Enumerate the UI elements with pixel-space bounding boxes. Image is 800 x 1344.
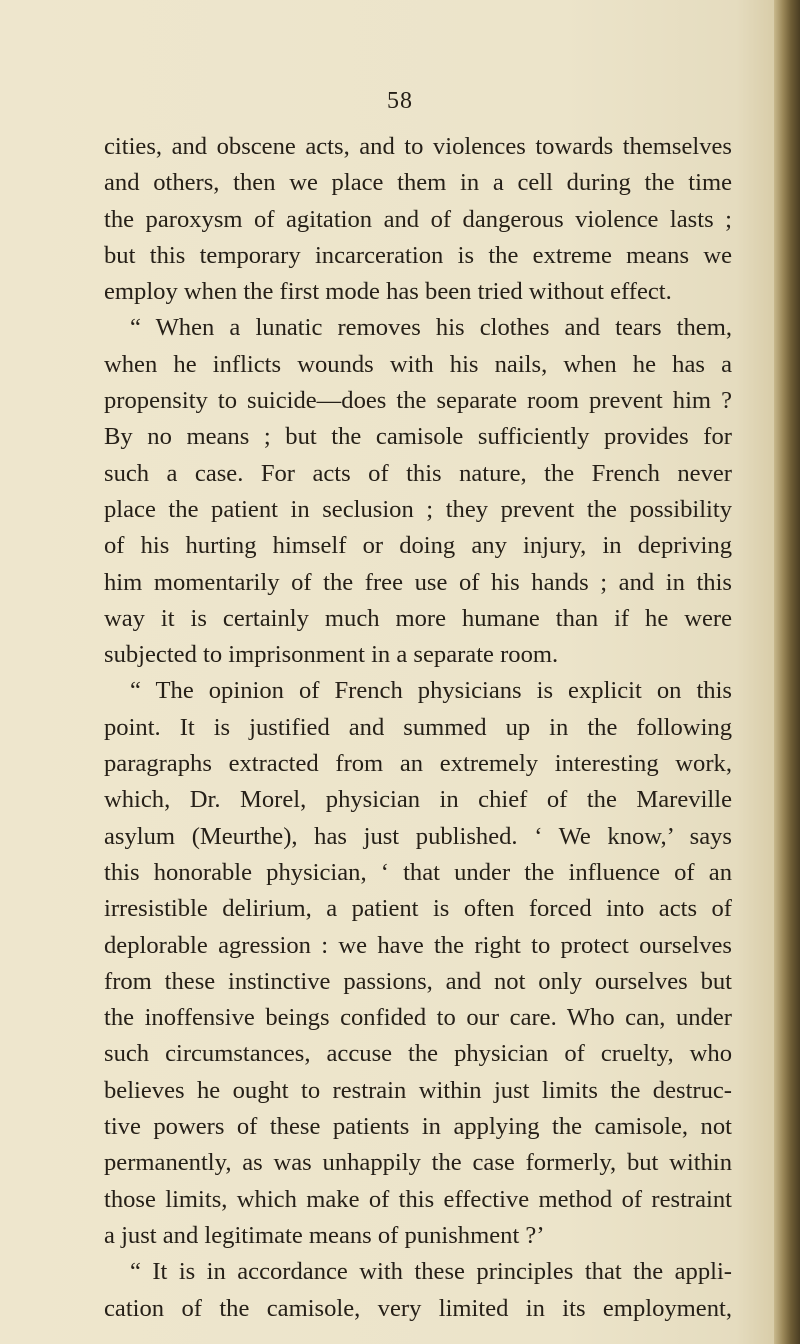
text-line: irresistible delirium, a patient is often forced into acts of	[104, 895, 732, 923]
text-line: asylum (Meurthe), has just published. ‘ We know,’ says	[104, 822, 732, 850]
page-binding-edge	[774, 0, 800, 1344]
text-line: of his hurting himself or doing any injury, in depriving	[104, 532, 732, 560]
text-line: and others, then we place them in a cell during the time	[104, 169, 732, 197]
text-line: way it is certainly much more humane than if he were	[104, 604, 732, 632]
page-number: 58	[387, 88, 413, 114]
text-line: “ It is in accordance with these principles that the appli-	[130, 1258, 732, 1286]
text-line: “ When a lunatic removes his clothes and tears them,	[130, 314, 732, 342]
text-line: but this temporary incarceration is the extreme means we	[104, 241, 732, 269]
text-line: believes he ought to restrain within just limits the destruc-	[104, 1076, 732, 1104]
body-text	[104, 129, 732, 1327]
text-line: By no means ; but the camisole sufficiently provides for	[104, 423, 732, 451]
text-line: the paroxysm of agitation and of dangerous violence lasts ;	[104, 205, 732, 233]
text-line: subjected to imprisonment in a separate room.	[104, 641, 559, 669]
text-line: employ when the first mode has been tried without effect.	[104, 278, 672, 306]
text-line: which, Dr. Morel, physician in chief of the Mareville	[104, 786, 732, 814]
text-line: from these instinctive passions, and not only ourselves but	[104, 967, 732, 995]
text-line: point. It is justified and summed up in the following	[104, 713, 732, 741]
text-line: paragraphs extracted from an extremely interesting work,	[104, 750, 732, 778]
text-line: a just and legitimate means of punishment ?’	[104, 1221, 545, 1249]
text-line: the inoffensive beings confided to our care. Who can, under	[104, 1004, 732, 1032]
text-line: him momentarily of the free use of his hands ; and in this	[104, 568, 732, 596]
text-line: “ The opinion of French physicians is explicit on this	[130, 677, 732, 705]
text-line: when he inflicts wounds with his nails, when he has a	[104, 350, 732, 378]
text-line: this honorable physician, ‘ that under the influence of an	[104, 858, 732, 886]
text-line: cities, and obscene acts, and to violences towards themselves	[104, 133, 732, 160]
text-line: propensity to suicide—does the separate room prevent him ?	[104, 387, 732, 415]
text-line: such a case. For acts of this nature, the French never	[104, 459, 732, 487]
text-line: deplorable agression : we have the right to protect ourselves	[104, 931, 732, 959]
text-line: permanently, as was unhappily the case formerly, but within	[104, 1149, 732, 1177]
text-line: cation of the camisole, very limited in its employment,	[104, 1294, 732, 1322]
text-line: such circumstances, accuse the physician of cruelty, who	[104, 1040, 732, 1068]
text-line: tive powers of these patients in applying the camisole, not	[104, 1113, 732, 1141]
text-line: those limits, which make of this effective method of restraint	[104, 1185, 732, 1213]
text-line: place the patient in seclusion ; they prevent the possibility	[104, 495, 732, 523]
